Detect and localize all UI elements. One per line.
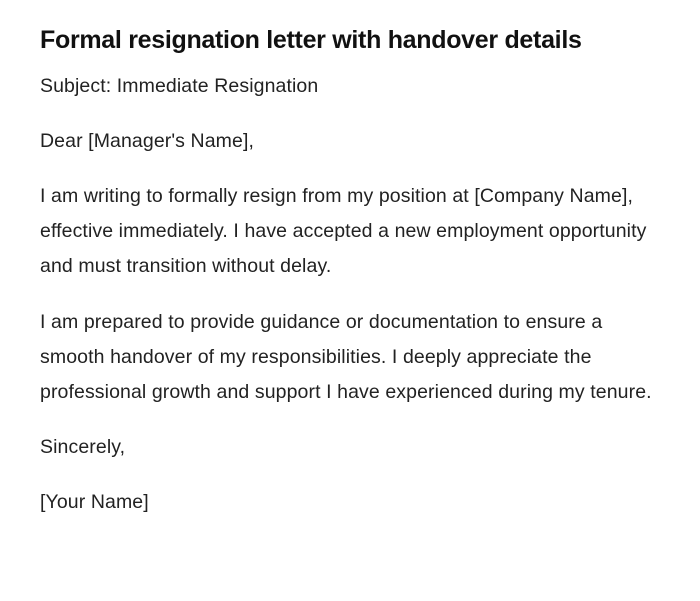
closing-line: Sincerely,	[40, 436, 126, 458]
document-title: Formal resignation letter with handover details	[40, 26, 582, 54]
signature-line: [Your Name]	[40, 491, 149, 513]
body-paragraph: I am writing to formally resign from my position at [Company Name], effective immediately. I have accepted a new employment opportunity and must transition without delay.	[40, 185, 647, 277]
body-paragraph: I am prepared to provide guidance or documentation to ensure a smooth handover of my responsibilities. I deeply appreciate the professional growth and support I have experienced during my tenure.	[40, 311, 652, 403]
greeting-line: Dear [Manager's Name],	[40, 130, 255, 152]
letter-document	[40, 22, 660, 520]
subject-line: Subject: Immediate Resignation	[40, 75, 319, 97]
